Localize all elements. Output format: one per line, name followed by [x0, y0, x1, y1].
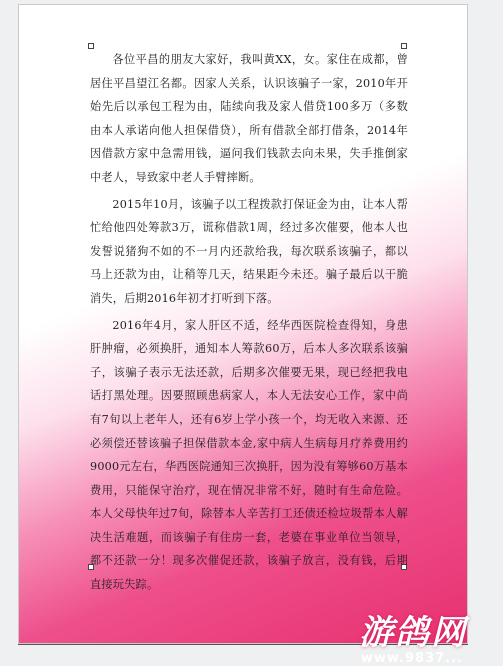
paragraph-2: 2015年10月，该骗子以工程拨款打保证金为由，让本人帮忙给他四处筹款3万，谎称借款1周，经过多次催要，他本人也发誓说猪狗不如的不一月内还款给我，每次联系该骗子，都以马上还款为由，让稍等几天，结果距今未还。骗子最后以干脆消失，后期2016年初才打听到下落。 [90, 197, 408, 305]
watermark-logo: 游鸽网 [359, 613, 467, 653]
paragraph-1: 各位平昌的朋友大家好，我叫黄XX，女。家住在成都，曾居住平昌望江名都。因家人关系，认识该骗子一家，2010年开始先后以承包工程为由，陆续向我及家人借贷100多万（多数由本人承诺向他人担保借贷），所有借款全部打借条，2014年因借款方家中急需用钱，逼问我们钱款去向未果，失手推倒家中老人，导致家中老人手臂摔断。 [90, 53, 408, 184]
paragraph-3: 2016年4月，家人肝区不适，经华西医院检查得知，身患肝肿瘤，必须换肝，通知本人筹款60万，后本人多次联系该骗子，该骗子表示无法还款，后期多次催要无果，现已经把我电话打黑处理。因要照顾患病家人，本人无法安心工作，家中尚有7旬以上老年人，还有6岁上学小孩一个，均无收入来源、还必须偿还替该骗子担保借款本金,家中病人生病每月疗养费用约9000元左右，华西医院通知三次换肝，因为没有筹够60万基本费用，只能保守治疗，现在情况非常不好，随时有生命危险。本人父母快年过7旬，除替本人辛苦打工还债还检垃圾帮本人解决生活难题，而该骗子有住房一套，老婆在事业单位当领导，都不还款一分！现多次催促还款，该骗子放言，没有钱，后期直接玩失踪。 [90, 318, 408, 592]
document-body[interactable] [90, 48, 408, 600]
watermark-url: www.9837... [360, 651, 463, 666]
